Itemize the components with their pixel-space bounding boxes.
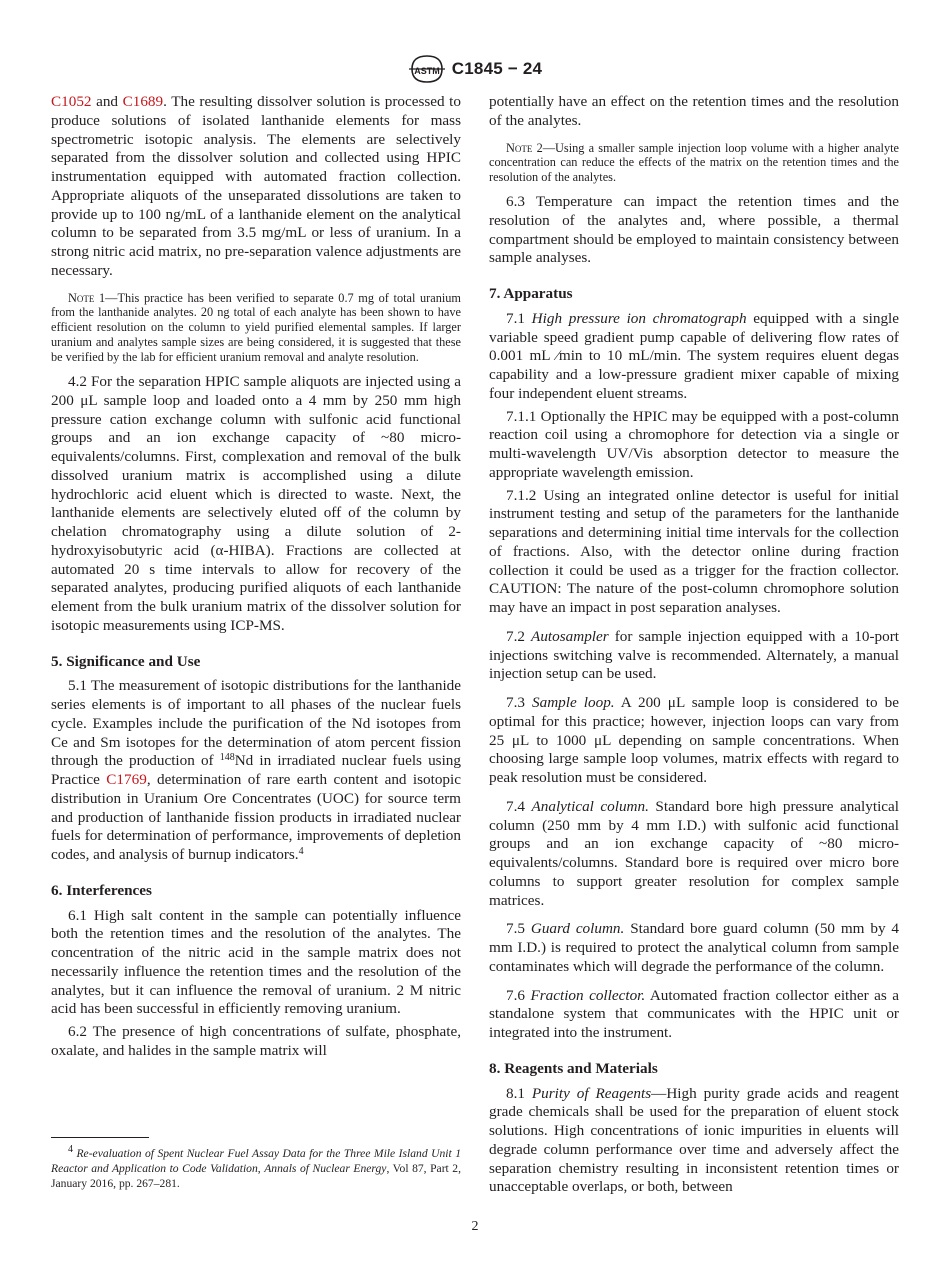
right-column bbox=[489, 93, 899, 1197]
paragraph-4-2: 4.2 For the separation HPIC sample aliquots are injected using a 200 μL sample loop and loaded onto a 4 mm by 250 mm high pressure cation exchange column with sulfonic acid functional groups and an ion exchange capacity of ~80 micro-equivalents/columns. First, complexation and removal of the bulk dissolved uranium matrix is accomplished using a dilute hydrochloric acid eluent which is directed to waste. Next, the lanthanide elements are selectively eluted off of the column by chelation chromatography using a dilute solution of 2-hydroxyisobutyric acid (α-HIBA). Fractions are collected at automated 20 s time intervals to allow for recovery of the separated analytes, producing purified aliquots of each lanthanide element from the bulk uranium matrix of the dissolver solution for isotopic measurements using ICP-MS. bbox=[51, 373, 461, 634]
footnote-4: $^4$ Re-evaluation of Spent Nuclear Fuel Assay Data for the Three Mile Island Unit 1 Reactor and Application to Code Validation, Annals of Nuclear Energy, Vol 87, Part 2, January 2016, pp. 267–281. bbox=[51, 1144, 461, 1190]
paragraph-6-3: 6.3 Temperature can impact the retention times and the resolution of the analytes and, where possible, a thermal compartment should be employed to maintain consistency between sample analyses. bbox=[489, 193, 899, 267]
section-heading-8: 8. Reagents and Materials bbox=[489, 1059, 658, 1077]
link-c1052[interactable]: C1052 bbox=[51, 93, 92, 110]
link-c1689[interactable]: C1689 bbox=[122, 93, 164, 110]
left-column bbox=[51, 93, 461, 1061]
paragraph-intro: C1052 and C1689. The resulting dissolver solution is processed to produce solutions of isolated lanthanide elements for mass spectrometric isotopic analysis. The elements are selectively separated from the dissolver solution and collected using HPIC instrumentation equipped with automated fraction collection. Appropriate aliquots of the unseparated dissolutions are taken to provide up to 100 ng/mL of a lanthanide element on the analytical column to be separated from 3.5 mg/mL or less of uranium. In a strong nitric acid matrix, no pre-separation valence adjustments are necessary. bbox=[51, 93, 461, 279]
paragraph-8-1: 8.1 Purity of Reagents—High purity grade acids and reagent grade chemicals shall be used for the preparation of eluent stock solutions. High concentrations of ionic impurities in eluents will degrade column performance over time and adversely affect the separation chemistry resulting in inconsistent retention times or unacceptable overlaps, or both, between bbox=[489, 1084, 900, 1196]
paragraph-6-1: 6.1 High salt content in the sample can potentially influence both the retention times and the resolution of the analytes. The concentration of the nitric acid in the sample matrix does not necessarily influence the retention times and the resolution of the analytes, but it can influence the removal of uranium. 2 M nitric acid has been successful in efficiently removing uranium. bbox=[51, 906, 461, 1018]
link-c1769[interactable]: C1769 bbox=[106, 771, 147, 789]
footnote-ref-4[interactable]: 4 bbox=[298, 846, 304, 858]
svg-text:ASTM: ASTM bbox=[414, 66, 440, 76]
section-heading-5: 5. Significance and Use bbox=[51, 652, 201, 670]
document-id: C1845 − 24 bbox=[451, 59, 543, 78]
paragraph-7-5: 7.5 Guard column. Standard bore guard column (50 mm by 4 mm I.D.) is required to protect the analytical column from sample contaminates which will degrade the performance of the column. bbox=[489, 920, 900, 975]
paragraph-7-1-2: 7.1.2 Using an integrated online detector is useful for initial instrument testing and setup of the parameters for the lanthanide separations and determining initial time intervals for the collection of fractions. Also, with the detector online during fraction collection it could be used as a trigger for the fraction collector. CAUTION: The nature of the post-column chromophore solution may have an impact in post separation analyses. bbox=[489, 486, 899, 617]
astm-logo bbox=[408, 53, 446, 85]
paragraph-7-1: 7.1 High pressure ion chromatograph equipped with a single variable speed gradient pump capable of delivering flow rates of 0.001 mL ⁄min to 10 mL/min. The system requires eluent degas capability and a low-pressure gradient mixer capable of mixing four independent eluent streams. bbox=[489, 309, 900, 402]
page-header bbox=[0, 52, 950, 86]
paragraph-7-2: 7.2 Autosampler for sample injection equipped with a 10-port injections switching valve is recommended. Alternately, a manual injection setup can be used. bbox=[489, 627, 900, 683]
paragraph-6-2: 6.2 The presence of high concentrations of sulfate, phosphate, oxalate, and halides in the sample matrix will bbox=[51, 1023, 461, 1059]
footnote-divider bbox=[51, 1137, 149, 1138]
paragraph-7-1-1: 7.1.1 Optionally the HPIC may be equipped with a post-column reaction coil using a chromophore for detection via a single or multi-wavelength UV/Vis absorption detector to measure the appropriate wavelength emission. bbox=[489, 407, 899, 481]
note-1: Note 1—This practice has been verified to separate 0.7 mg of total uranium from the lanthanide analytes. 20 ng total of each analyte has been shown to have efficient resolution on the column to yield purified elemental samples. If larger uranium and analytes sample sizes are being considered, it is suggested that these be verified by the lab for efficient uranium removal and analyte resolution. bbox=[51, 290, 461, 365]
section-heading-6: 6. Interferences bbox=[51, 881, 152, 899]
section-heading-7: 7. Apparatus bbox=[489, 285, 573, 303]
paragraph-continued: potentially have an effect on the retention times and the resolution of the analytes. bbox=[489, 93, 899, 129]
paragraph-5-1: 5.1 The measurement of isotopic distributions for the lanthanide series elements is of important to all phases of the nuclear fuels cycle. Examples include the purification of the Nd isotopes from Ce and Sm isotopes for the determination of atom percent fission through the production of $^{148}$Nd in irradiated nuclear fuels using Practice C1769, determination of rare earth content and isotopic distribution in Uranium Ore Concentrates (UOC) for source term and production of lanthanide fission products in irradiated nuclear fuels for determination of performance, improvements of depletion codes, and analysis of burnup indicators.$^4$ bbox=[51, 677, 461, 864]
paragraph-7-3: 7.3 Sample loop. A 200 μL sample loop is considered to be optimal for this practice; however, injection loops can vary from 25 μL to 1000 μL depending on sample concentrations. When choosing large sample loop volumes, matrix effects with regard to peak resolution must be considered. bbox=[489, 694, 900, 787]
note-2: Note 2—Using a smaller sample injection loop volume with a higher analyte concentration can reduce the effects of the matrix on the retention times and the resolution of the analytes. bbox=[489, 140, 899, 185]
paragraph-7-4: 7.4 Analytical column. Standard bore high pressure analytical column (250 mm by 4 mm I.D.) with sulfonic acid functional groups and an ion exchange capacity of ~80 micro-equivalents/columns. Standard bore is required over micro bore columns to support greater resolution for complex sample matrices. bbox=[489, 797, 899, 909]
page-number: 2 bbox=[471, 1219, 479, 1234]
paragraph-7-6: 7.6 Fraction collector. Automated fraction collector either as a standalone system that communicates with the HPIC unit or integrated into the instrument. bbox=[489, 986, 899, 1042]
